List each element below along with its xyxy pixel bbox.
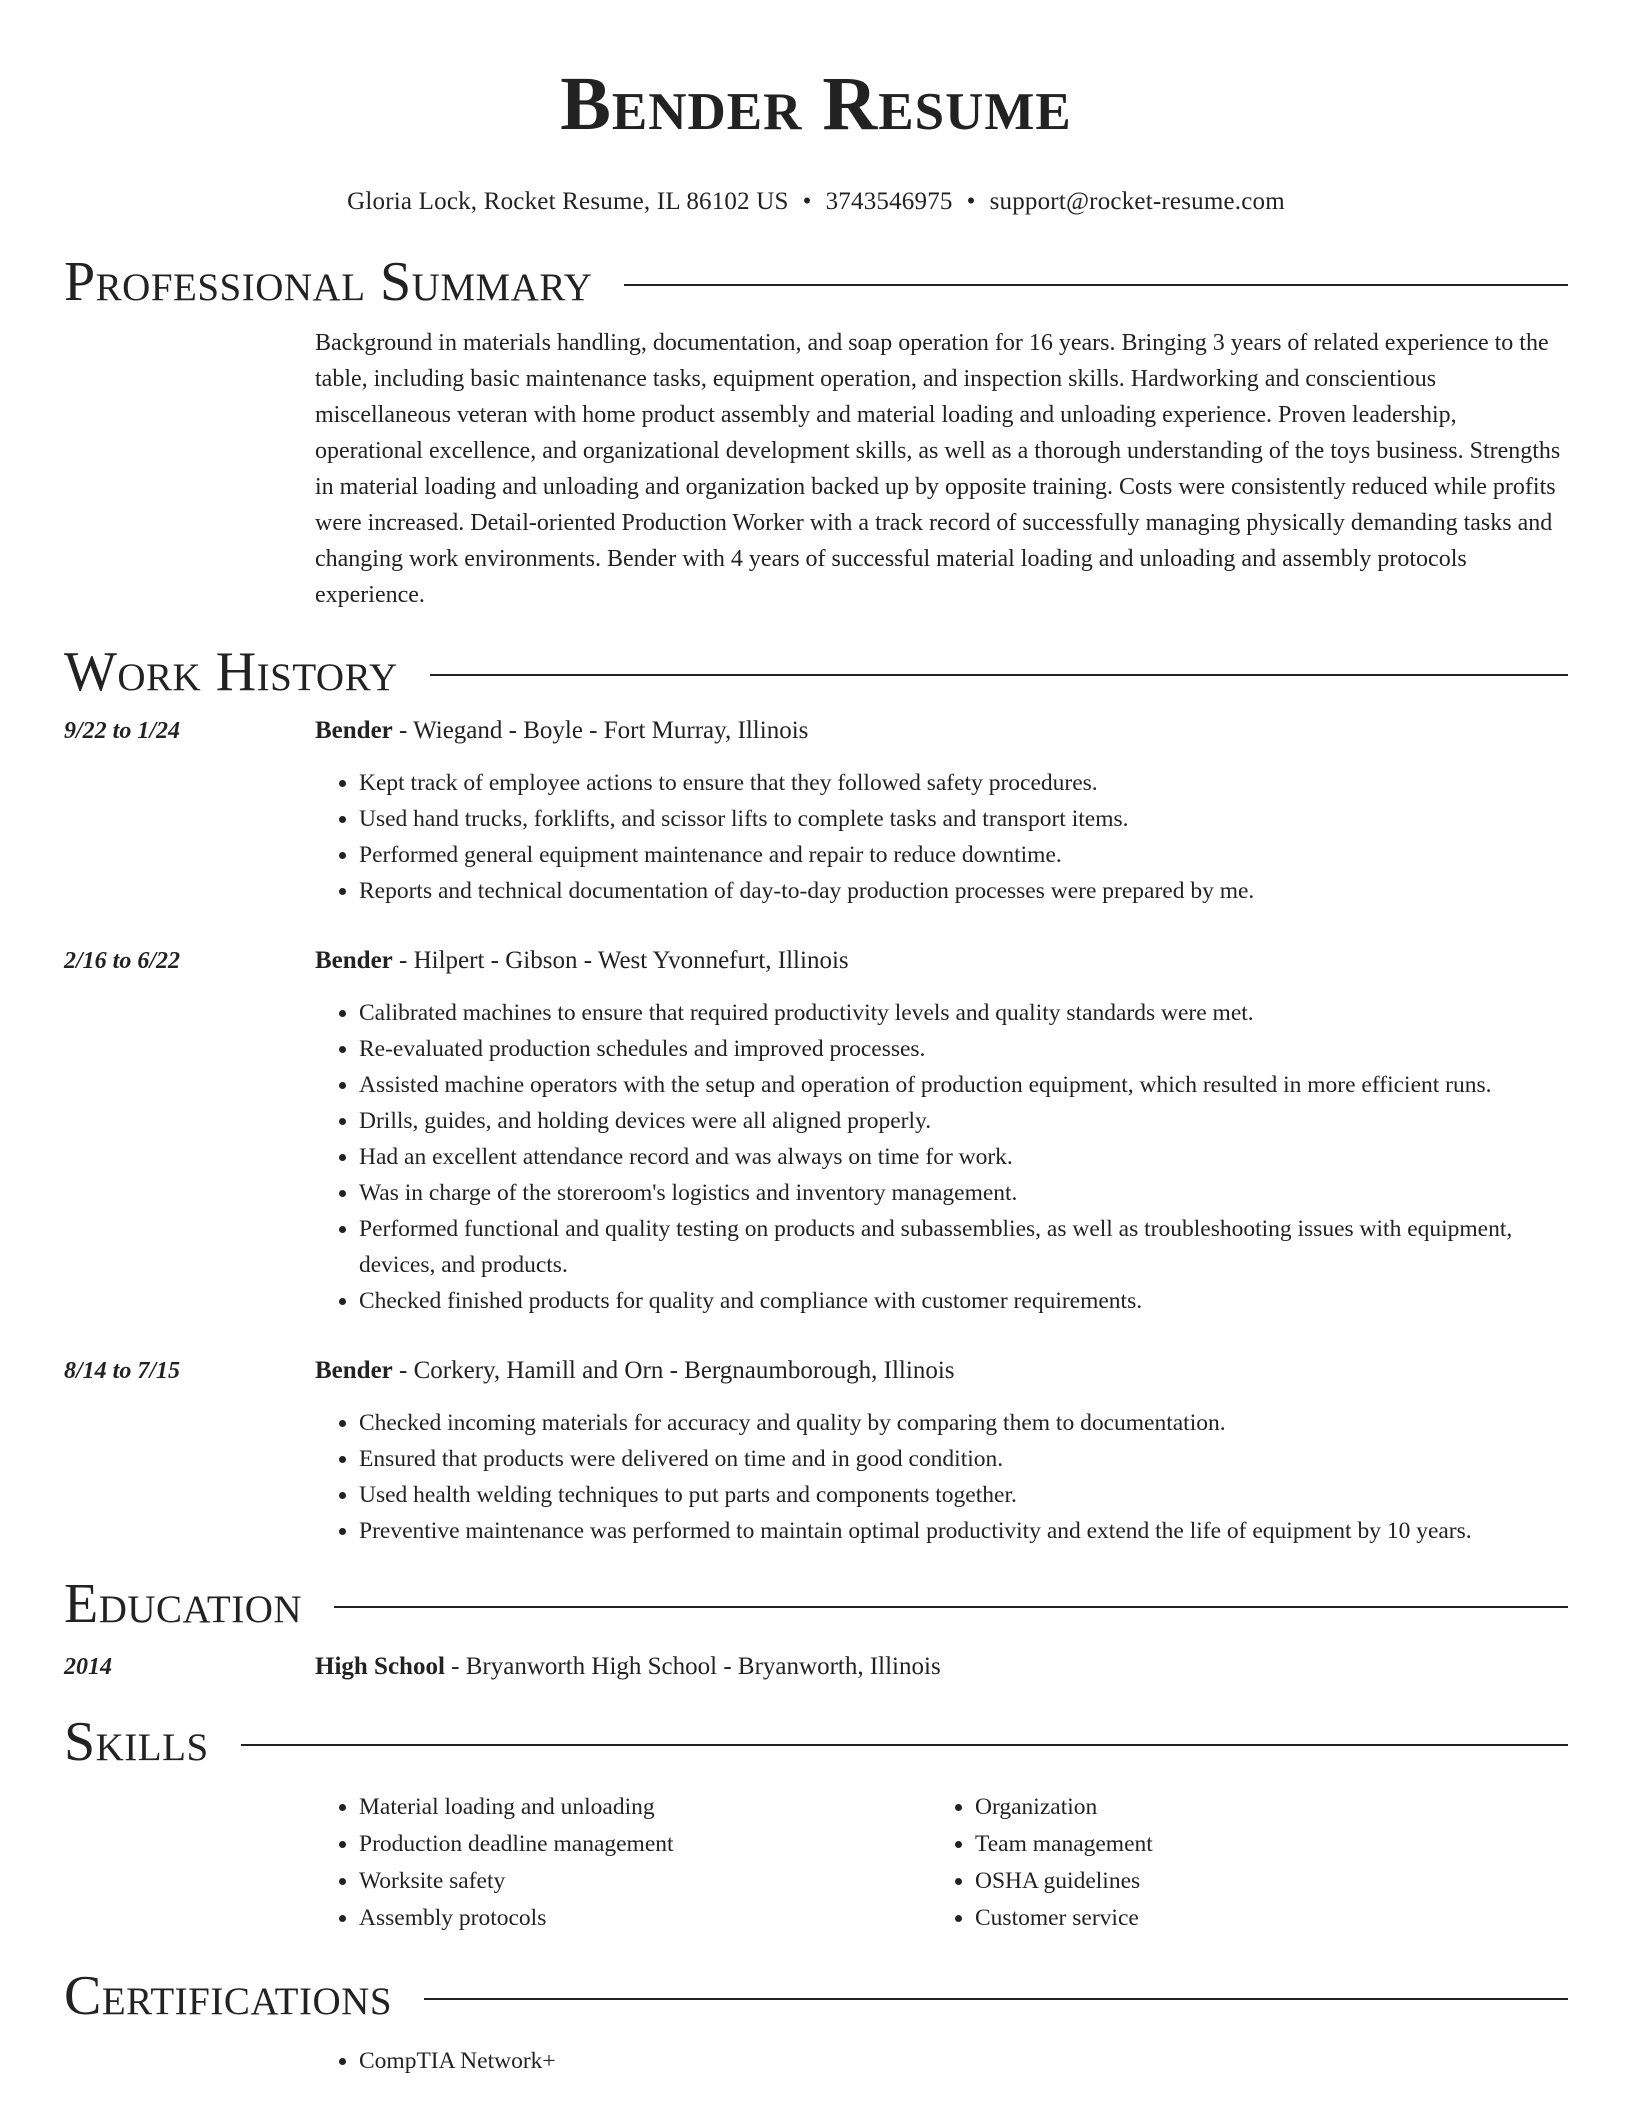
- skills-list-left: [315, 1789, 931, 1937]
- summary-section-header: [64, 249, 1568, 315]
- job-duty: • Performed general equipment maintenance and repair to reduce downtime.: [359, 837, 1568, 873]
- certifications-row: [64, 2043, 1568, 2079]
- job-entry: [64, 713, 1568, 909]
- section-divider: [424, 1998, 1568, 2000]
- job-duty: • Drills, guides, and holding devices were all aligned properly.: [359, 1103, 1568, 1139]
- skill-item: • Material loading and unloading: [359, 1789, 931, 1826]
- job-entry: [64, 1353, 1568, 1549]
- summary-heading: Professional Summary: [64, 251, 593, 313]
- education-heading: Education: [64, 1573, 303, 1635]
- summary-row: [64, 325, 1568, 613]
- section-divider: [334, 1606, 1568, 1608]
- job-duty: • Performed functional and quality testing on products and subassemblies, as well as troubleshooting issues with equipment, devices, and products.: [359, 1211, 1568, 1283]
- contact-phone: 3743546975: [825, 188, 953, 215]
- job-title-line: [315, 713, 1568, 749]
- job-duty: • Used health welding techniques to put parts and components together.: [359, 1477, 1568, 1513]
- contact-address: Gloria Lock, Rocket Resume, IL 86102 US: [347, 188, 789, 215]
- job-duty: • Checked finished products for quality and compliance with customer requirements.: [359, 1283, 1568, 1319]
- skill-item: • Worksite safety: [359, 1863, 931, 1900]
- job-employer: - Corkery, Hamill and Orn - Bergnaumborough, Illinois: [392, 1357, 955, 1384]
- job-duty: • Reports and technical documentation of day-to-day production processes were prepared by me.: [359, 873, 1568, 909]
- education-entry: [64, 1649, 1568, 1685]
- education-degree: High School: [315, 1653, 445, 1680]
- work-section-header: [64, 639, 1568, 705]
- job-duties-list: [315, 765, 1568, 909]
- skills-row: [64, 1789, 1568, 1937]
- education-line: [315, 1649, 1568, 1685]
- resume-page: [64, 0, 1568, 2079]
- summary-text: Background in materials handling, documentation, and soap operation for 16 years. Bringing 3 years of related experience to the table, including basic maintenance tasks, equipment operation, and inspection skills. Hardworking and conscientious miscellaneous veteran with home product assembly and material loading and unloading experience. Proven leadership, operational excellence, and organizational development skills, as well as a thorough understanding of the toys business. Strengths in material loading and unloading and organization backed up by opposite training. Costs were consistently reduced while profits were increased. Detail-oriented Production Worker with a track record of successfully managing physically demanding tasks and changing work environments. Bender with 4 years of successful material loading and unloading and assembly protocols experience.: [315, 330, 1561, 608]
- job-duties-list: [315, 995, 1568, 1319]
- skill-item: • Organization: [975, 1789, 1568, 1826]
- skills-grid: [315, 1789, 1568, 1937]
- job-duty: • Re-evaluated production schedules and improved processes.: [359, 1031, 1568, 1067]
- skill-item: • Assembly protocols: [359, 1900, 931, 1937]
- job-duties-list: [315, 1405, 1568, 1549]
- job-duty: • Had an excellent attendance record and was always on time for work.: [359, 1139, 1568, 1175]
- job-dates: 8/14 to 7/15: [64, 1358, 181, 1384]
- contact-separator: •: [966, 188, 976, 215]
- job-duty: • Checked incoming materials for accuracy and quality by comparing them to documentation.: [359, 1405, 1568, 1441]
- job-duty: • Calibrated machines to ensure that required productivity levels and quality standards were met.: [359, 995, 1568, 1031]
- contact-email: support@rocket-resume.com: [989, 188, 1285, 215]
- job-duty: • Ensured that products were delivered on time and in good condition.: [359, 1441, 1568, 1477]
- job-employer: - Hilpert - Gibson - West Yvonnefurt, Illinois: [392, 947, 849, 974]
- section-divider: [430, 674, 1568, 676]
- job-title: Bender: [315, 1357, 393, 1384]
- job-entry: [64, 943, 1568, 1319]
- skill-item: • OSHA guidelines: [975, 1863, 1568, 1900]
- certifications-heading: Certifications: [64, 1965, 393, 2027]
- job-duty: • Assisted machine operators with the setup and operation of production equipment, which resulted in more efficient runs.: [359, 1067, 1568, 1103]
- job-dates: 9/22 to 1/24: [64, 718, 181, 744]
- skills-section-header: [64, 1709, 1568, 1775]
- skills-heading: Skills: [64, 1711, 209, 1773]
- skill-item: • Team management: [975, 1826, 1568, 1863]
- certification-item: • CompTIA Network+: [359, 2043, 1568, 2079]
- job-duty: • Was in charge of the storeroom's logistics and inventory management.: [359, 1175, 1568, 1211]
- skills-list-right: [931, 1789, 1568, 1937]
- education-year: 2014: [64, 1654, 112, 1680]
- job-title: Bender: [315, 717, 393, 744]
- job-duty: • Kept track of employee actions to ensure that they followed safety procedures.: [359, 765, 1568, 801]
- resume-title: Bender Resume: [560, 62, 1072, 146]
- contact-line: [64, 187, 1568, 217]
- contact-separator: •: [802, 188, 812, 215]
- job-duty: • Preventive maintenance was performed to maintain optimal productivity and extend the life of equipment by 10 years.: [359, 1513, 1568, 1549]
- job-title-line: [315, 1353, 1568, 1389]
- job-dates: 2/16 to 6/22: [64, 948, 181, 974]
- certifications-list: [315, 2043, 1568, 2079]
- skill-item: • Customer service: [975, 1900, 1568, 1937]
- education-section-header: [64, 1571, 1568, 1637]
- section-divider: [624, 284, 1568, 286]
- job-duty: • Used hand trucks, forklifts, and scissor lifts to complete tasks and transport items.: [359, 801, 1568, 837]
- certifications-section-header: [64, 1963, 1568, 2029]
- job-title-line: [315, 943, 1568, 979]
- job-title: Bender: [315, 947, 393, 974]
- education-school: - Bryanworth High School - Bryanworth, Illinois: [444, 1653, 941, 1680]
- skill-item: • Production deadline management: [359, 1826, 931, 1863]
- section-divider: [241, 1744, 1568, 1746]
- work-heading: Work History: [64, 641, 398, 703]
- job-employer: - Wiegand - Boyle - Fort Murray, Illinois: [392, 717, 809, 744]
